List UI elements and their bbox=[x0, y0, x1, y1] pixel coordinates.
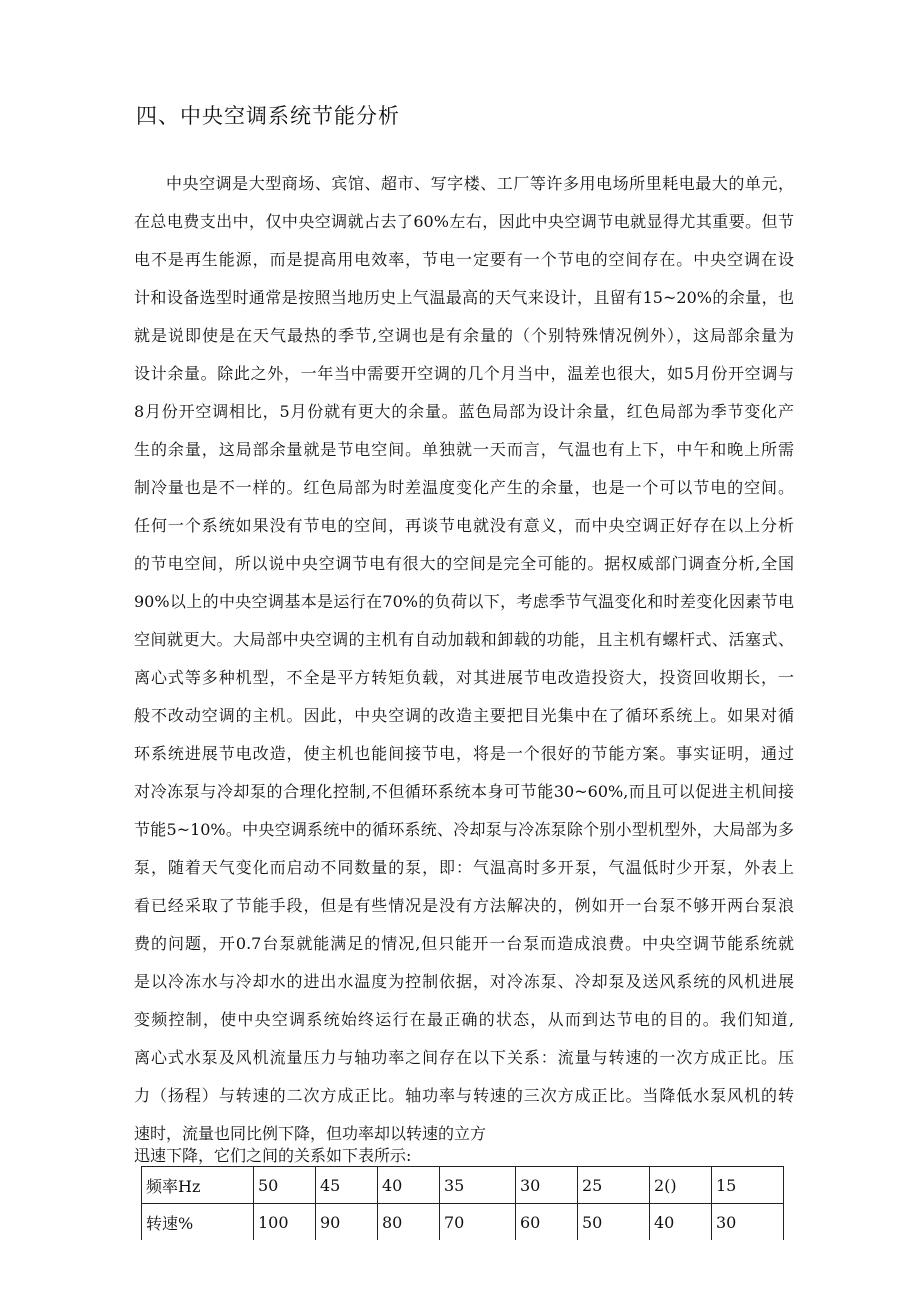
table-row-frequency bbox=[142, 1167, 784, 1204]
paragraph-line: 的节电空间，所以说中央空调节电有很大的空间是完全可能的。据权威部门调查分析,全国 bbox=[134, 554, 794, 573]
table-cell: 45 bbox=[316, 1167, 378, 1204]
paragraph-line: 电不是再生能源，而是提高用电效率，节电一定要有一个节电的空间存在。中央空调在设 bbox=[134, 250, 794, 269]
table-cell: 80 bbox=[378, 1204, 440, 1241]
paragraph-line: 是以冷冻水与冷却水的进出水温度为控制依据，对冷冻泵、冷却泵及送风系统的风机进展 bbox=[134, 972, 794, 991]
frequency-speed-table bbox=[141, 1166, 784, 1240]
table-intro: 迅速下降，它们之间的关系如下表所示: bbox=[134, 1146, 412, 1165]
table-cell: 频率Hz bbox=[142, 1167, 254, 1204]
table-cell: 90 bbox=[316, 1204, 378, 1241]
paragraph-line: 计和设备选型时通常是按照当地历史上气温最高的天气来设计，且留有15~20%的余量，也 bbox=[134, 288, 794, 307]
paragraph-line: 节能5~10%。中央空调系统中的循环系统、冷却泵与冷冻泵除个别小型机型外，大局部为多 bbox=[134, 820, 794, 839]
paragraph-line: 任何一个系统如果没有节电的空间，再谈节电就没有意义，而中央空调正好存在以上分析 bbox=[134, 516, 794, 535]
paragraph-line: 设计余量。除此之外，一年当中需要开空调的几个月当中，温差也很大，如5月份开空调与 bbox=[134, 364, 794, 383]
paragraph-line: 8月份开空调相比，5月份就有更大的余量。蓝色局部为设计余量，红色局部为季节变化产 bbox=[134, 402, 794, 421]
paragraph-line: 就是说即使是在天气最热的季节,空调也是有余量的（个别特殊情况例外），这局部余量为 bbox=[134, 326, 794, 345]
table-cell: 30 bbox=[516, 1167, 578, 1204]
paragraph-line: 变频控制，使中央空调系统始终运行在最正确的状态，从而到达节电的目的。我们知道, bbox=[134, 1010, 794, 1029]
paragraph-line: 费的问题，开0.7台泵就能满足的情况,但只能开一台泵而造成浪费。中央空调节能系统就 bbox=[134, 934, 794, 953]
table-cell: 40 bbox=[378, 1167, 440, 1204]
paragraph-line: 泵，随着天气变化而启动不同数量的泵，即：气温高时多开泵，气温低时少开泵，外表上 bbox=[134, 858, 794, 877]
paragraph-line: 对冷冻泵与冷却泵的合理化控制,不但循环系统本身可节能30~60%,而且可以促进主机间接 bbox=[134, 782, 794, 801]
paragraph-line: 制冷量也是不一样的。红色局部为时差温度变化产生的余量，也是一个可以节电的空间。 bbox=[134, 478, 794, 497]
paragraph-line: 空间就更大。大局部中央空调的主机有自动加载和卸载的功能，且主机有螺杆式、活塞式、 bbox=[134, 630, 794, 649]
section-heading: 四、中央空调系统节能分析 bbox=[136, 104, 400, 128]
paragraph-line: 中央空调是大型商场、宾馆、超市、写字楼、工厂等许多用电场所里耗电最大的单元， bbox=[166, 174, 794, 193]
table-cell: 30 bbox=[712, 1204, 784, 1241]
paragraph-line: 离心式等多种机型，不全是平方转矩负载，对其进展节电改造投资大，投资回收期长，一 bbox=[134, 668, 794, 687]
table-cell: 25 bbox=[578, 1167, 650, 1204]
table-cell: 40 bbox=[650, 1204, 712, 1241]
table-cell: 50 bbox=[254, 1167, 316, 1204]
paragraph-line: 环系统进展节电改造，使主机也能间接节电，将是一个很好的节能方案。事实证明，通过 bbox=[134, 744, 794, 763]
paragraph-line: 般不改动空调的主机。因此，中央空调的改造主要把目光集中在了循环系统上。如果对循 bbox=[134, 706, 794, 725]
table-cell: 60 bbox=[516, 1204, 578, 1241]
table-row-speed bbox=[142, 1204, 784, 1241]
table-cell: 2() bbox=[650, 1167, 712, 1204]
paragraph-line: 生的余量，这局部余量就是节电空间。单独就一天而言，气温也有上下，中午和晚上所需 bbox=[134, 440, 794, 459]
paragraph-line: 90%以上的中央空调基本是运行在70%的负荷以下，考虑季节气温变化和时差变化因素节电 bbox=[134, 592, 794, 611]
table-cell: 35 bbox=[440, 1167, 516, 1204]
table-cell: 15 bbox=[712, 1167, 784, 1204]
table-cell: 转速% bbox=[142, 1204, 254, 1241]
paragraph-line: 速时，流量也同比例下降，但功率却以转速的立方 bbox=[134, 1124, 487, 1143]
paragraph-line: 看已经采取了节能手段，但是有些情况是没有方法解决的，例如开一台泵不够开两台泵浪 bbox=[134, 896, 794, 915]
paragraph-line: 离心式水泵及风机流量压力与轴功率之间存在以下关系：流量与转速的一次方成正比。压 bbox=[134, 1048, 794, 1067]
paragraph-line: 力（扬程）与转速的二次方成正比。轴功率与转速的三次方成正比。当降低水泵风机的转 bbox=[134, 1086, 794, 1105]
table-cell: 50 bbox=[578, 1204, 650, 1241]
paragraph-line: 在总电费支出中，仅中央空调就占去了60%左右，因此中央空调节电就显得尤其重要。但节 bbox=[134, 212, 794, 231]
table-cell: 100 bbox=[254, 1204, 316, 1241]
table-cell: 70 bbox=[440, 1204, 516, 1241]
